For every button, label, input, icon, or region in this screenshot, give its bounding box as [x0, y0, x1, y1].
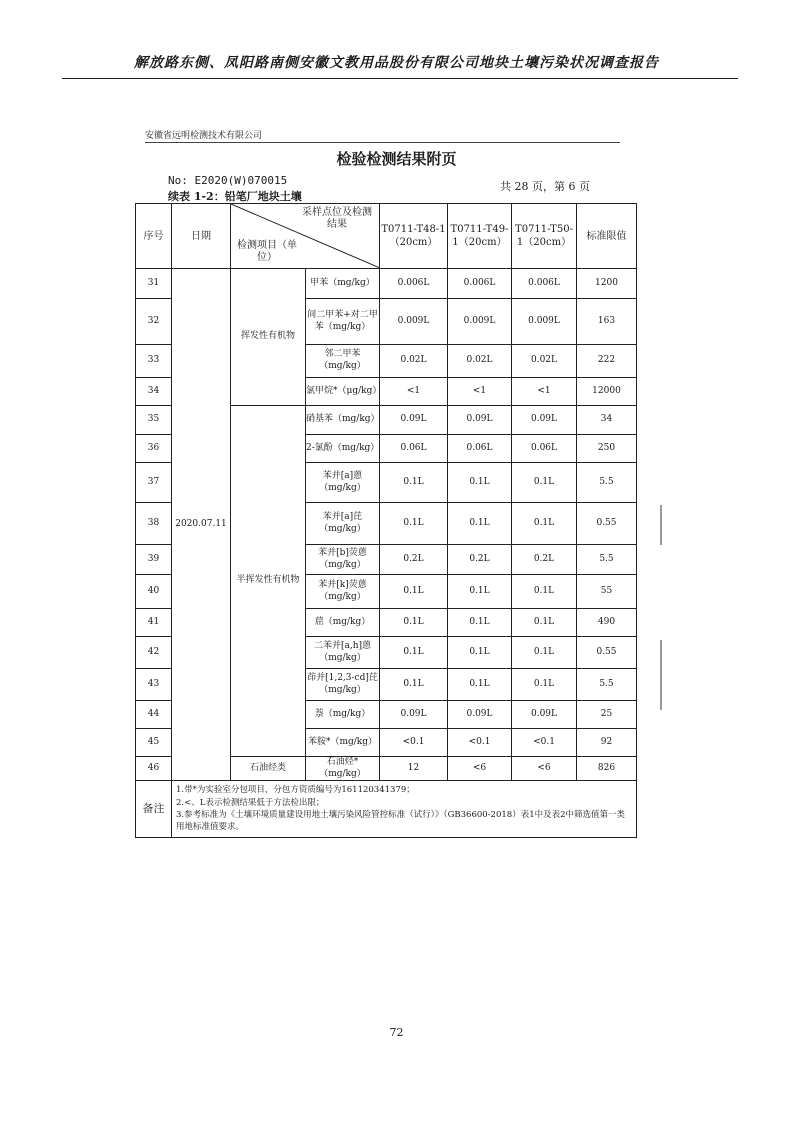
- col-seq-header: 序号: [136, 204, 172, 269]
- row-value-sample2: 0.09L: [448, 406, 512, 435]
- row-no: 32: [136, 299, 172, 345]
- row-limit: 250: [577, 435, 637, 463]
- row-value-sample1: 0.09L: [380, 406, 448, 435]
- row-item: 苯并[b]荧蒽（mg/kg）: [306, 545, 380, 575]
- row-item: 邻二甲苯（mg/kg）: [306, 345, 380, 378]
- row-no: 44: [136, 701, 172, 729]
- row-limit: 490: [577, 609, 637, 637]
- row-no: 36: [136, 435, 172, 463]
- row-value-sample3: 0.1L: [512, 609, 577, 637]
- row-value-sample3: 0.009L: [512, 299, 577, 345]
- sampling-date: 2020.07.11: [172, 269, 231, 781]
- row-value-sample2: <1: [448, 378, 512, 406]
- row-value-sample1: <1: [380, 378, 448, 406]
- row-no: 38: [136, 503, 172, 545]
- remark-line-3: 3.参考标准为《土壤环境质量建设用地土壤污染风险管控标准（试行）》（GB36600-2018）表1中及表2中筛选值第一类用地标准值要求。: [176, 810, 626, 833]
- row-value-sample2: 0.09L: [448, 701, 512, 729]
- row-no: 40: [136, 575, 172, 609]
- row-value-sample2: 0.1L: [448, 503, 512, 545]
- row-limit: 5.5: [577, 669, 637, 701]
- company-rule: [145, 142, 620, 143]
- row-no: 45: [136, 729, 172, 757]
- row-value-sample2: 0.1L: [448, 669, 512, 701]
- row-value-sample2: 0.009L: [448, 299, 512, 345]
- row-limit: 0.55: [577, 637, 637, 669]
- row-value-sample3: <1: [512, 378, 577, 406]
- row-item: 苯并[a]蒽（mg/kg）: [306, 463, 380, 503]
- row-limit: 5.5: [577, 545, 637, 575]
- row-value-sample2: 0.06L: [448, 435, 512, 463]
- remark-line-2: 2.<、L表示检测结果低于方法检出限；: [176, 797, 325, 808]
- row-value-sample1: 0.1L: [380, 463, 448, 503]
- row-value-sample1: 12: [380, 757, 448, 781]
- header-rule: [62, 78, 738, 79]
- row-value-sample3: 0.006L: [512, 269, 577, 299]
- row-value-sample3: 0.06L: [512, 435, 577, 463]
- scan-artifact: [660, 640, 662, 710]
- row-value-sample3: 0.1L: [512, 463, 577, 503]
- row-no: 43: [136, 669, 172, 701]
- page-count: 共 28 页，第 6 页: [500, 180, 590, 193]
- row-value-sample3: 0.1L: [512, 637, 577, 669]
- row-limit: 222: [577, 345, 637, 378]
- row-limit: 92: [577, 729, 637, 757]
- row-value-sample1: 0.06L: [380, 435, 448, 463]
- col-sample2-header: T0711-T49-1（20cm）: [448, 204, 512, 269]
- row-no: 37: [136, 463, 172, 503]
- scan-artifact: [660, 505, 662, 545]
- group-semi-volatile: 半挥发性有机物: [231, 406, 306, 757]
- report-header-title: 解放路东侧、凤阳路南侧安徽文教用品股份有限公司地块土壤污染状况调查报告: [134, 55, 659, 71]
- row-value-sample1: 0.1L: [380, 609, 448, 637]
- row-limit: 25: [577, 701, 637, 729]
- row-value-sample1: 0.1L: [380, 637, 448, 669]
- row-item: 石油烃*（mg/kg）: [306, 757, 380, 781]
- row-value-sample2: 0.1L: [448, 575, 512, 609]
- row-value-sample3: 0.2L: [512, 545, 577, 575]
- results-table: [135, 203, 637, 838]
- row-value-sample3: <0.1: [512, 729, 577, 757]
- col-date-header: 日期: [172, 204, 231, 269]
- row-value-sample2: <0.1: [448, 729, 512, 757]
- row-limit: 826: [577, 757, 637, 781]
- row-value-sample1: 0.09L: [380, 701, 448, 729]
- row-limit: 34: [577, 406, 637, 435]
- row-item: 甲苯（mg/kg）: [306, 269, 380, 299]
- row-item: 萘（mg/kg）: [306, 701, 380, 729]
- row-no: 39: [136, 545, 172, 575]
- table-row: [136, 269, 637, 299]
- row-item: 䓛（mg/kg）: [306, 609, 380, 637]
- row-item: 硝基苯（mg/kg）: [306, 406, 380, 435]
- row-value-sample1: 0.1L: [380, 669, 448, 701]
- row-no: 46: [136, 757, 172, 781]
- row-value-sample2: 0.2L: [448, 545, 512, 575]
- row-no: 34: [136, 378, 172, 406]
- row-value-sample3: <6: [512, 757, 577, 781]
- row-item: 二苯并[a,h]蒽（mg/kg）: [306, 637, 380, 669]
- row-value-sample2: 0.1L: [448, 463, 512, 503]
- row-no: 35: [136, 406, 172, 435]
- row-item: 苯并[a]芘（mg/kg）: [306, 503, 380, 545]
- col-item-header: [231, 204, 380, 269]
- row-value-sample2: 0.1L: [448, 637, 512, 669]
- row-item: 茚并[1,2,3-cd]芘（mg/kg）: [306, 669, 380, 701]
- table-caption: 续表 1-2：铅笔厂地块土壤: [168, 190, 302, 203]
- row-value-sample3: 0.1L: [512, 669, 577, 701]
- company-name: 安徽省远明检测技术有限公司: [145, 131, 263, 141]
- row-limit: 5.5: [577, 463, 637, 503]
- row-value-sample1: 0.009L: [380, 299, 448, 345]
- remark-line-1: 1.带*为实验室分包项目，分包方资质编号为161120341379；: [176, 785, 415, 796]
- row-item: 苯并[k]荧蒽（mg/kg）: [306, 575, 380, 609]
- row-item: 2-氯酚（mg/kg）: [306, 435, 380, 463]
- col-sample1-header: T0711-T48-1（20cm）: [380, 204, 448, 269]
- row-value-sample2: 0.02L: [448, 345, 512, 378]
- row-value-sample1: 0.006L: [380, 269, 448, 299]
- col-sample3-header: T0711-T50-1（20cm）: [512, 204, 577, 269]
- row-limit: 1200: [577, 269, 637, 299]
- row-value-sample1: 0.1L: [380, 503, 448, 545]
- remarks-label: 备注: [136, 781, 172, 837]
- row-value-sample1: 0.02L: [380, 345, 448, 378]
- row-value-sample2: <6: [448, 757, 512, 781]
- row-item: 间二甲苯+对二甲苯（mg/kg）: [306, 299, 380, 345]
- row-limit: 163: [577, 299, 637, 345]
- remarks-text: [172, 781, 637, 837]
- row-no: 33: [136, 345, 172, 378]
- row-value-sample2: 0.006L: [448, 269, 512, 299]
- row-value-sample1: <0.1: [380, 729, 448, 757]
- row-value-sample1: 0.1L: [380, 575, 448, 609]
- row-no: 41: [136, 609, 172, 637]
- col-limit-header: 标准限值: [577, 204, 637, 269]
- row-limit: 55: [577, 575, 637, 609]
- row-value-sample3: 0.09L: [512, 701, 577, 729]
- group-petroleum: 石油烃类: [231, 757, 306, 781]
- document-title: 检验检测结果附页: [336, 150, 457, 168]
- row-item: 苯胺*（mg/kg）: [306, 729, 380, 757]
- page-number: 72: [389, 1026, 404, 1039]
- row-value-sample3: 0.1L: [512, 575, 577, 609]
- row-limit: 0.55: [577, 503, 637, 545]
- row-no: 31: [136, 269, 172, 299]
- report-number: No: E2020(W)070015: [168, 174, 288, 187]
- row-value-sample2: 0.1L: [448, 609, 512, 637]
- row-value-sample1: 0.2L: [380, 545, 448, 575]
- table-header-row: [136, 204, 637, 269]
- row-item: 氯甲烷*（μg/kg）: [306, 378, 380, 406]
- row-value-sample3: 0.02L: [512, 345, 577, 378]
- header-test-item: 检测项目（单位）: [237, 240, 297, 263]
- header-sampling-points: 采样点位及检测结果: [302, 207, 372, 230]
- group-volatile: 挥发性有机物: [231, 269, 306, 406]
- remarks-row: [136, 781, 637, 837]
- row-value-sample3: 0.09L: [512, 406, 577, 435]
- row-no: 42: [136, 637, 172, 669]
- row-value-sample3: 0.1L: [512, 503, 577, 545]
- row-limit: 12000: [577, 378, 637, 406]
